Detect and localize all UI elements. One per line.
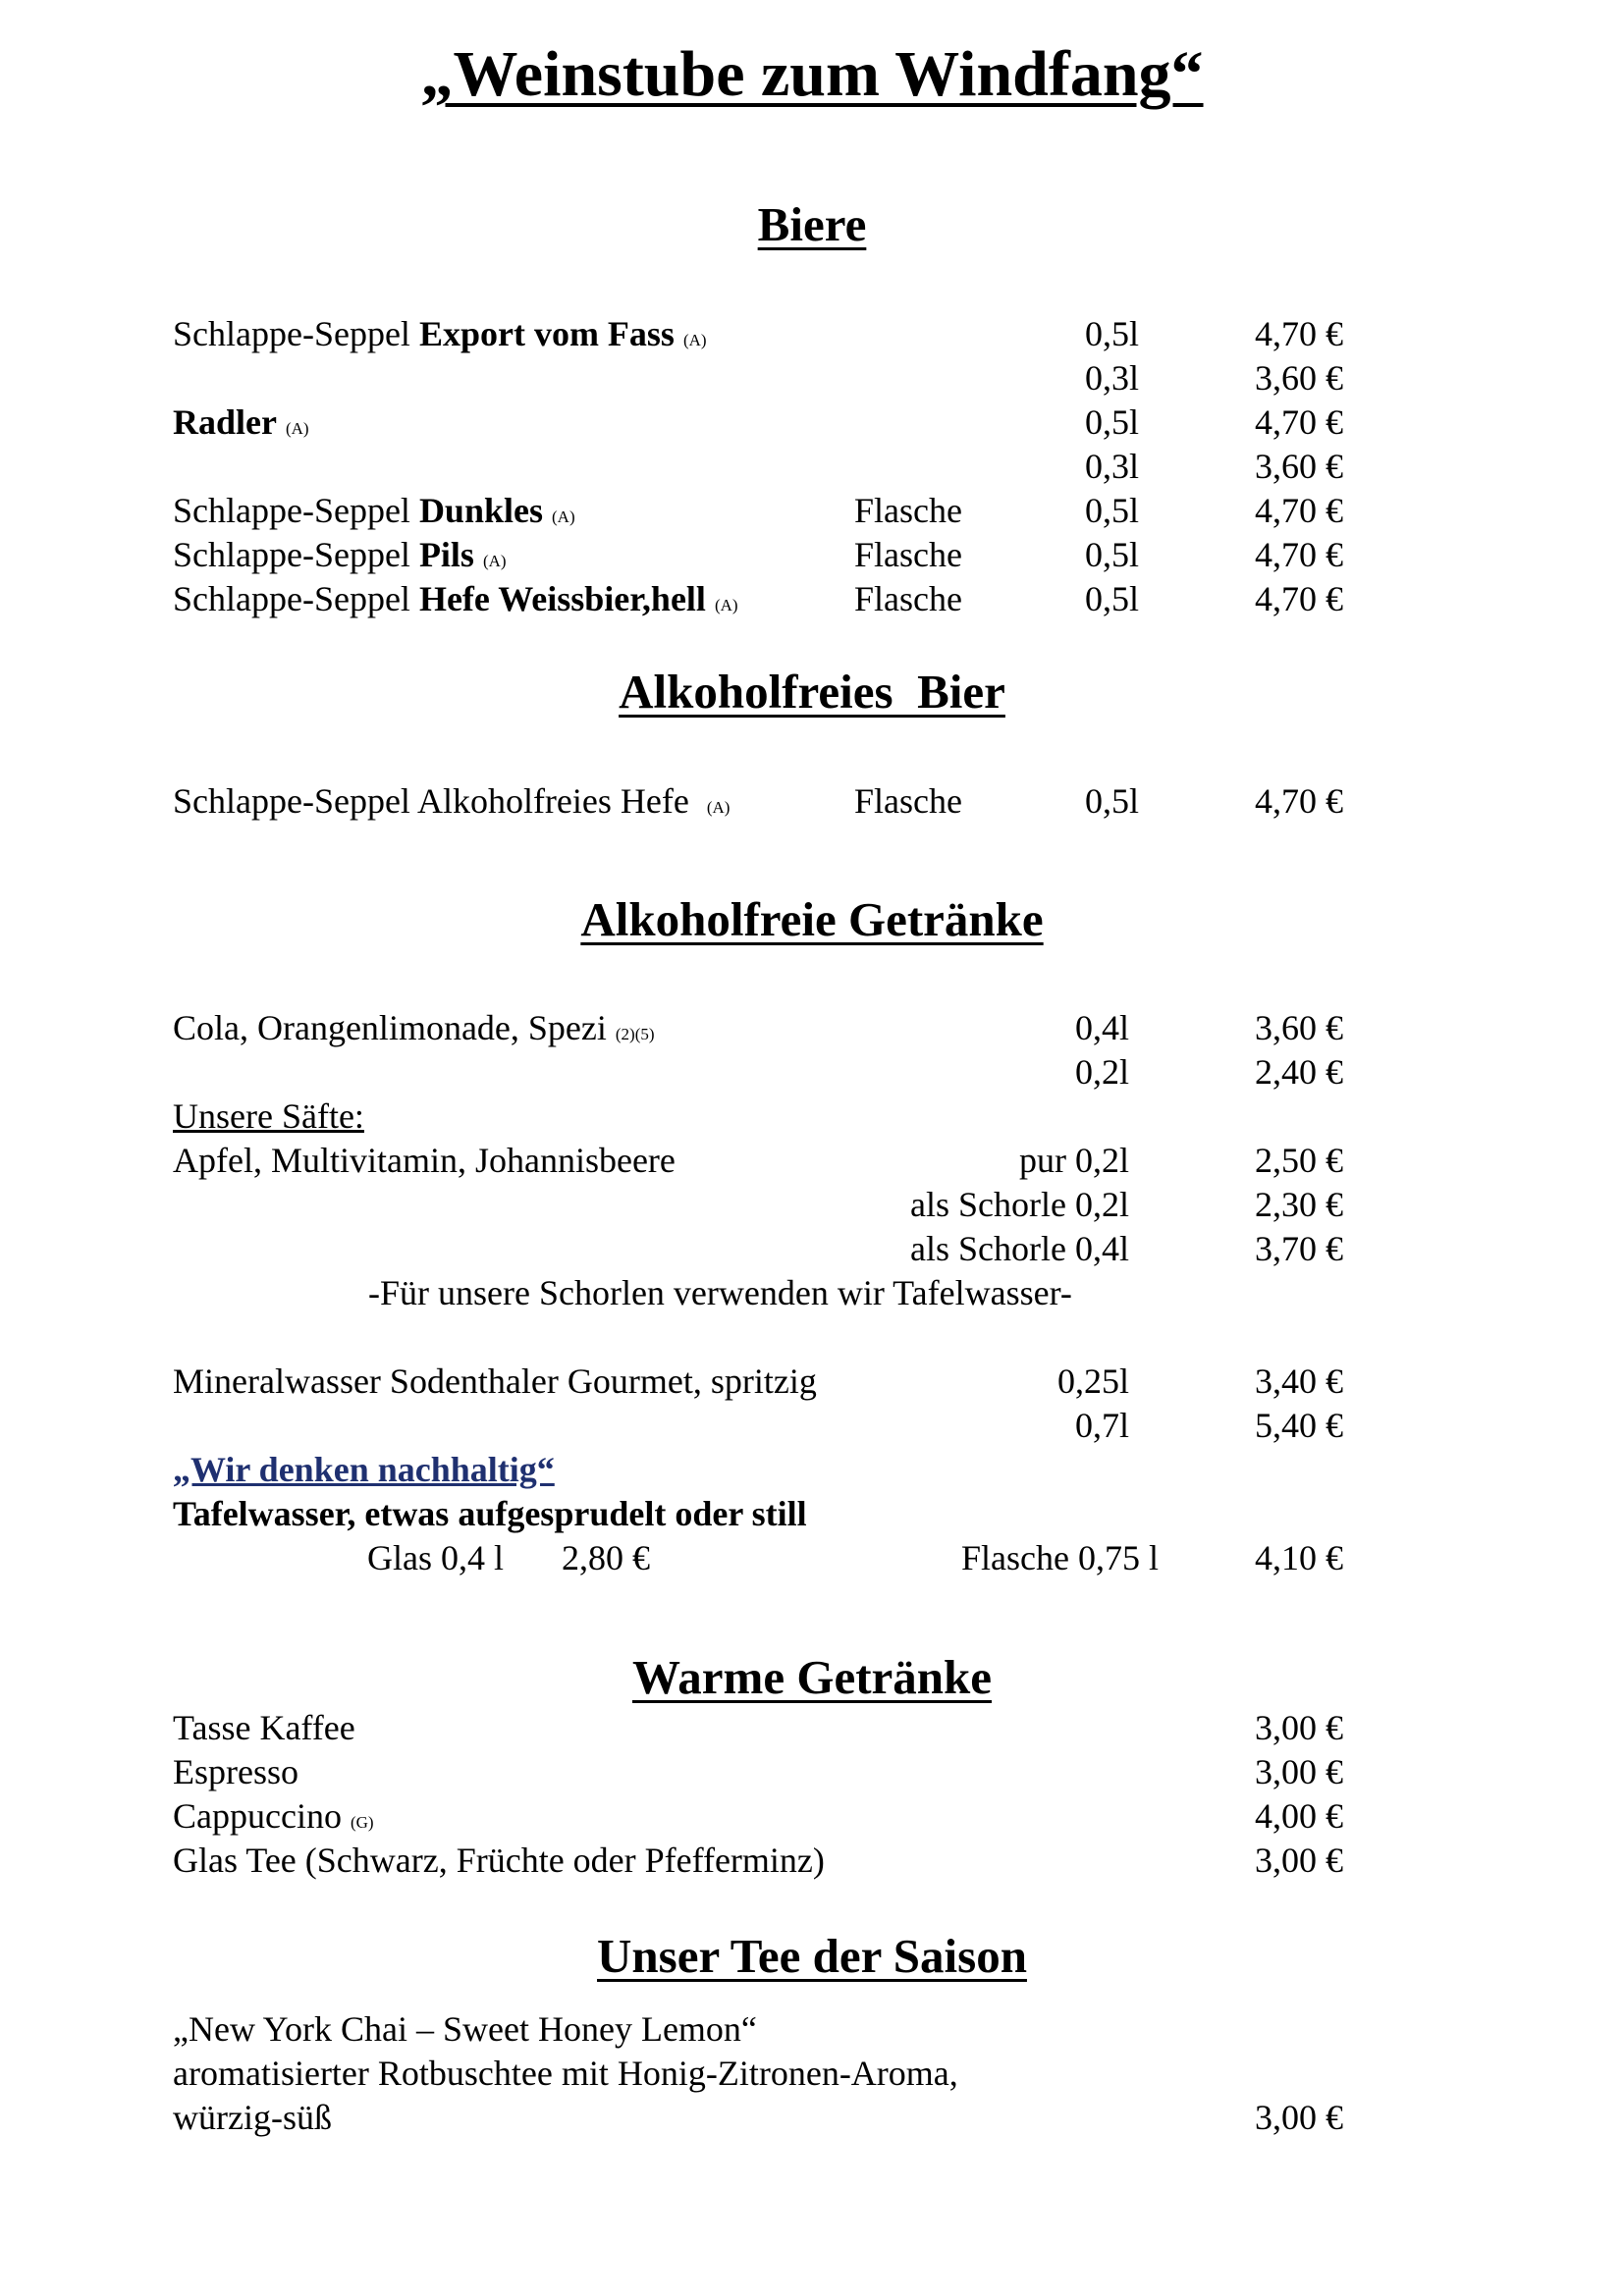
section-heading-alkoholfreie-getraenke: Alkoholfreie Getränke	[580, 892, 1044, 946]
item-size: 0,5l	[1084, 781, 1139, 821]
item-price: 3,00 €	[1255, 1752, 1343, 1791]
allergen-code: (A)	[706, 798, 731, 817]
allergen-code: (A)	[285, 419, 309, 438]
item-name: Hefe Weissbier,hell	[418, 579, 706, 618]
item-prefix: Schlappe-Seppel	[173, 314, 419, 353]
menu-item-cappuccino	[173, 1794, 374, 1844]
schorlen-note: -Für unsere Schorlen verwenden wir Tafelwasser-	[368, 1273, 1072, 1312]
item-price: 4,70 €	[1255, 314, 1343, 353]
allergen-code: (A)	[552, 507, 575, 526]
menu-item-radler	[173, 400, 309, 451]
item-size: 0,5l	[1084, 402, 1139, 442]
item-container: Flasche	[854, 579, 962, 618]
item-option: pur 0,2l	[1019, 1141, 1129, 1180]
menu-item-cola	[173, 1006, 655, 1056]
tafelwasser-glas: Glas 0,4 l	[367, 1538, 504, 1577]
allergen-code: (2)(5)	[615, 1025, 655, 1043]
item-size: 0,5l	[1084, 579, 1139, 618]
item-name: Radler	[173, 402, 277, 442]
menu-item-export	[173, 312, 707, 362]
menu-item-tee: Glas Tee (Schwarz, Früchte oder Pfefferminz)	[173, 1841, 825, 1880]
item-size: 0,5l	[1084, 535, 1139, 574]
menu-item-espresso: Espresso	[173, 1752, 298, 1791]
allergen-code: (A)	[682, 331, 707, 349]
menu-item-tafelwasser: Tafelwasser, etwas aufgesprudelt oder still	[173, 1494, 807, 1533]
item-name: Dunkles	[418, 491, 543, 530]
item-price: 3,70 €	[1255, 1229, 1343, 1268]
item-size: 0,5l	[1084, 491, 1139, 530]
item-size: 0,2l	[1074, 1052, 1129, 1092]
tafelwasser-flasche: Flasche 0,75 l	[961, 1538, 1159, 1577]
tee-saison-description: aromatisierter Rotbuschtee mit Honig-Zitronen-Aroma,	[173, 2054, 958, 2093]
tafelwasser-flasche-price: 4,10 €	[1255, 1538, 1343, 1577]
menu-item-alkoholfreies-hefe	[173, 779, 730, 829]
item-name: Cola, Orangenlimonade, Spezi	[173, 1008, 607, 1047]
section-heading-biere: Biere	[757, 197, 867, 251]
item-price: 4,70 €	[1255, 535, 1343, 574]
item-prefix: Schlappe-Seppel	[173, 579, 419, 618]
item-price: 4,70 €	[1255, 491, 1343, 530]
section-heading-warme-getraenke: Warme Getränke	[631, 1650, 993, 1704]
item-container: Flasche	[854, 535, 962, 574]
item-price: 3,00 €	[1255, 1708, 1343, 1747]
tee-saison-name: „New York Chai – Sweet Honey Lemon“	[173, 2009, 757, 2049]
item-price: 3,00 €	[1255, 1841, 1343, 1880]
item-price: 4,70 €	[1255, 402, 1343, 442]
item-price: 3,60 €	[1255, 358, 1343, 398]
nachhaltig-slogan: „Wir denken nachhaltig“	[173, 1450, 555, 1489]
allergen-code: (G)	[350, 1813, 374, 1832]
menu-item-hefe-weissbier	[173, 577, 738, 627]
menu-item-saefte: Apfel, Multivitamin, Johannisbeere	[173, 1141, 676, 1180]
item-name: Pils	[418, 535, 474, 574]
item-price: 3,60 €	[1255, 447, 1343, 486]
item-size: 0,5l	[1084, 314, 1139, 353]
section-heading-tee-saison: Unser Tee der Saison	[597, 1929, 1027, 1983]
item-price: 3,40 €	[1255, 1362, 1343, 1401]
item-price: 4,70 €	[1255, 579, 1343, 618]
tee-saison-taste: würzig-süß	[173, 2098, 332, 2137]
page-title: „Weinstube zum Windfang“	[420, 38, 1204, 110]
allergen-code: (A)	[482, 552, 507, 570]
item-size: 0,25l	[1056, 1362, 1129, 1401]
item-price: 5,40 €	[1255, 1406, 1343, 1445]
item-price: 2,40 €	[1255, 1052, 1343, 1092]
item-container: Flasche	[854, 781, 962, 821]
item-name: Export vom Fass	[418, 314, 675, 353]
allergen-code: (A)	[714, 596, 738, 614]
menu-item-kaffee: Tasse Kaffee	[173, 1708, 355, 1747]
item-price: 4,70 €	[1255, 781, 1343, 821]
item-size: 0,3l	[1084, 447, 1139, 486]
item-price: 3,60 €	[1255, 1008, 1343, 1047]
item-prefix: Schlappe-Seppel	[173, 535, 419, 574]
item-name: Cappuccino	[173, 1796, 342, 1836]
item-size: 0,4l	[1074, 1008, 1129, 1047]
menu-item-mineralwasser: Mineralwasser Sodenthaler Gourmet, spritzig	[173, 1362, 817, 1401]
menu-item-dunkles	[173, 489, 575, 539]
menu-item-pils	[173, 533, 507, 583]
item-name: Schlappe-Seppel Alkoholfreies Hefe	[173, 781, 689, 821]
item-price: 2,30 €	[1255, 1185, 1343, 1224]
subsection-label-saefte: Unsere Säfte:	[173, 1096, 364, 1136]
item-option: als Schorle 0,2l	[910, 1185, 1129, 1224]
item-price: 3,00 €	[1255, 2098, 1343, 2137]
tafelwasser-glas-price: 2,80 €	[562, 1538, 650, 1577]
item-option: als Schorle 0,4l	[910, 1229, 1129, 1268]
item-price: 2,50 €	[1255, 1141, 1343, 1180]
section-heading-alkoholfreies-bier: Alkoholfreies Bier	[619, 665, 1005, 719]
item-size: 0,3l	[1084, 358, 1139, 398]
item-prefix: Schlappe-Seppel	[173, 491, 419, 530]
item-price: 4,00 €	[1255, 1796, 1343, 1836]
item-container: Flasche	[854, 491, 962, 530]
item-size: 0,7l	[1074, 1406, 1129, 1445]
